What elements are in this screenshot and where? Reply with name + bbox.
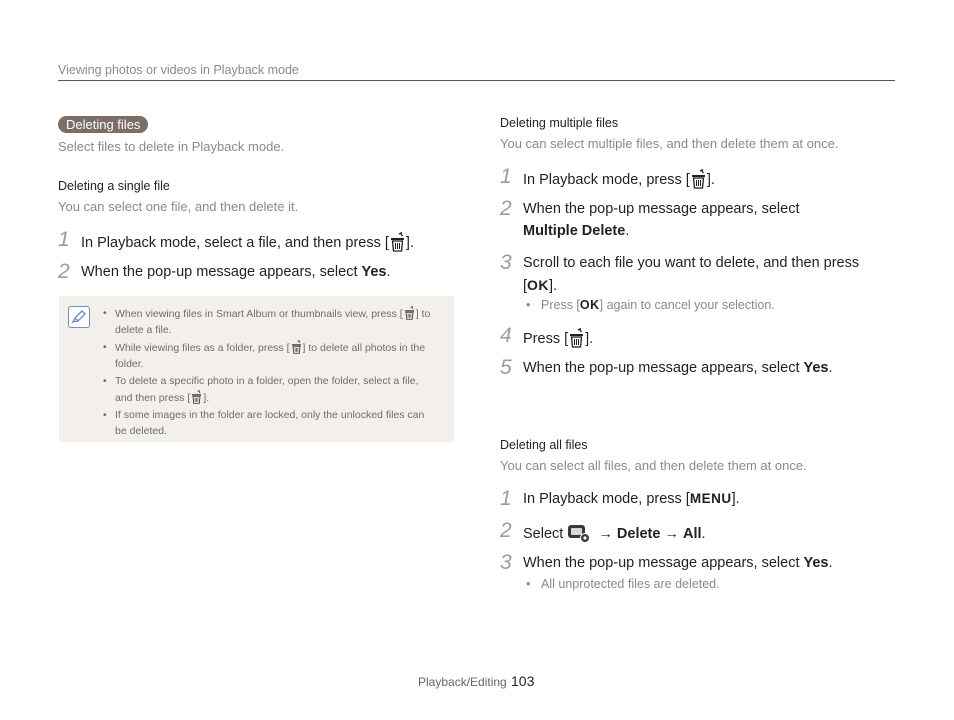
trash-icon: [191, 390, 202, 404]
header-divider: [58, 80, 895, 81]
footer-section-label: Playback/Editing: [418, 675, 507, 689]
page-number: 103: [511, 673, 535, 689]
trash-icon: [691, 169, 706, 189]
breadcrumb: Viewing photos or videos in Playback mode: [58, 63, 299, 77]
step-text: When the pop-up message appears, select: [523, 201, 800, 217]
single-delete-title: Deleting a single file: [58, 179, 170, 193]
note-item: • To delete a specific photo in a folder, open the folder, select a file, and then press [ ].: [115, 374, 435, 406]
menu-button-label: MENU: [689, 491, 732, 506]
note-item: • When viewing files in Smart Album or thumbnails view, press [ ] to delete a file.: [115, 306, 435, 338]
single-delete-description: You can select one file, and then delete it.: [58, 199, 299, 214]
step-text: Select → Delete → All.: [523, 523, 706, 543]
section-title-pill: Deleting files: [58, 116, 148, 133]
trash-icon: [569, 328, 584, 348]
multiple-delete-description: You can select multiple files, and then delete them at once.: [500, 136, 839, 151]
note-item: • While viewing files as a folder, press [ ] to delete all photos in the folder.: [115, 340, 435, 372]
step-text: In Playback mode, press [ ].: [523, 169, 715, 189]
note-pencil-icon: [68, 306, 90, 328]
step-text-continued: [OK].: [523, 277, 558, 294]
note-item: • If some images in the folder are locked, only the unlocked files can be deleted.: [115, 408, 435, 439]
step-text: In Playback mode, select a file, and then press [ ].: [81, 232, 414, 252]
playback-settings-icon: [567, 523, 591, 543]
step-text: When the pop-up message appears, select Yes.: [81, 264, 391, 280]
ok-button-label: OK: [527, 277, 550, 293]
step-text: Press [ ].: [523, 328, 593, 348]
trash-icon: [291, 340, 302, 354]
step-number: 2: [500, 519, 512, 542]
step-number: 5: [500, 356, 512, 379]
step-number: 3: [500, 551, 512, 574]
step-text: When the pop-up message appears, select Yes.: [523, 360, 833, 376]
ok-button-label: OK: [579, 298, 600, 312]
step-number: 1: [58, 228, 70, 251]
note-box: [59, 296, 454, 442]
step-number: 1: [500, 165, 512, 188]
all-delete-title: Deleting all files: [500, 438, 588, 452]
trash-icon: [404, 306, 415, 320]
step-text: In Playback mode, press [MENU].: [523, 491, 740, 507]
step-number: 1: [500, 487, 512, 510]
trash-icon: [390, 232, 405, 252]
all-delete-description: You can select all files, and then delete them at once.: [500, 458, 807, 473]
step-3-bullet: • Press [OK] again to cancel your selection.: [541, 298, 775, 312]
step-text: Scroll to each file you want to delete, and then press: [523, 255, 860, 271]
step-number: 4: [500, 324, 512, 347]
step-number: 2: [58, 260, 70, 283]
step-text-continued: Multiple Delete.: [523, 223, 630, 239]
step-text: When the pop-up message appears, select Yes.: [523, 555, 833, 571]
note-list: [115, 306, 435, 441]
step-number: 3: [500, 251, 512, 274]
all-step-3-bullet: • All unprotected files are deleted.: [541, 577, 720, 591]
multiple-delete-title: Deleting multiple files: [500, 116, 619, 130]
section-description: Select files to delete in Playback mode.: [58, 139, 285, 154]
step-number: 2: [500, 197, 512, 220]
